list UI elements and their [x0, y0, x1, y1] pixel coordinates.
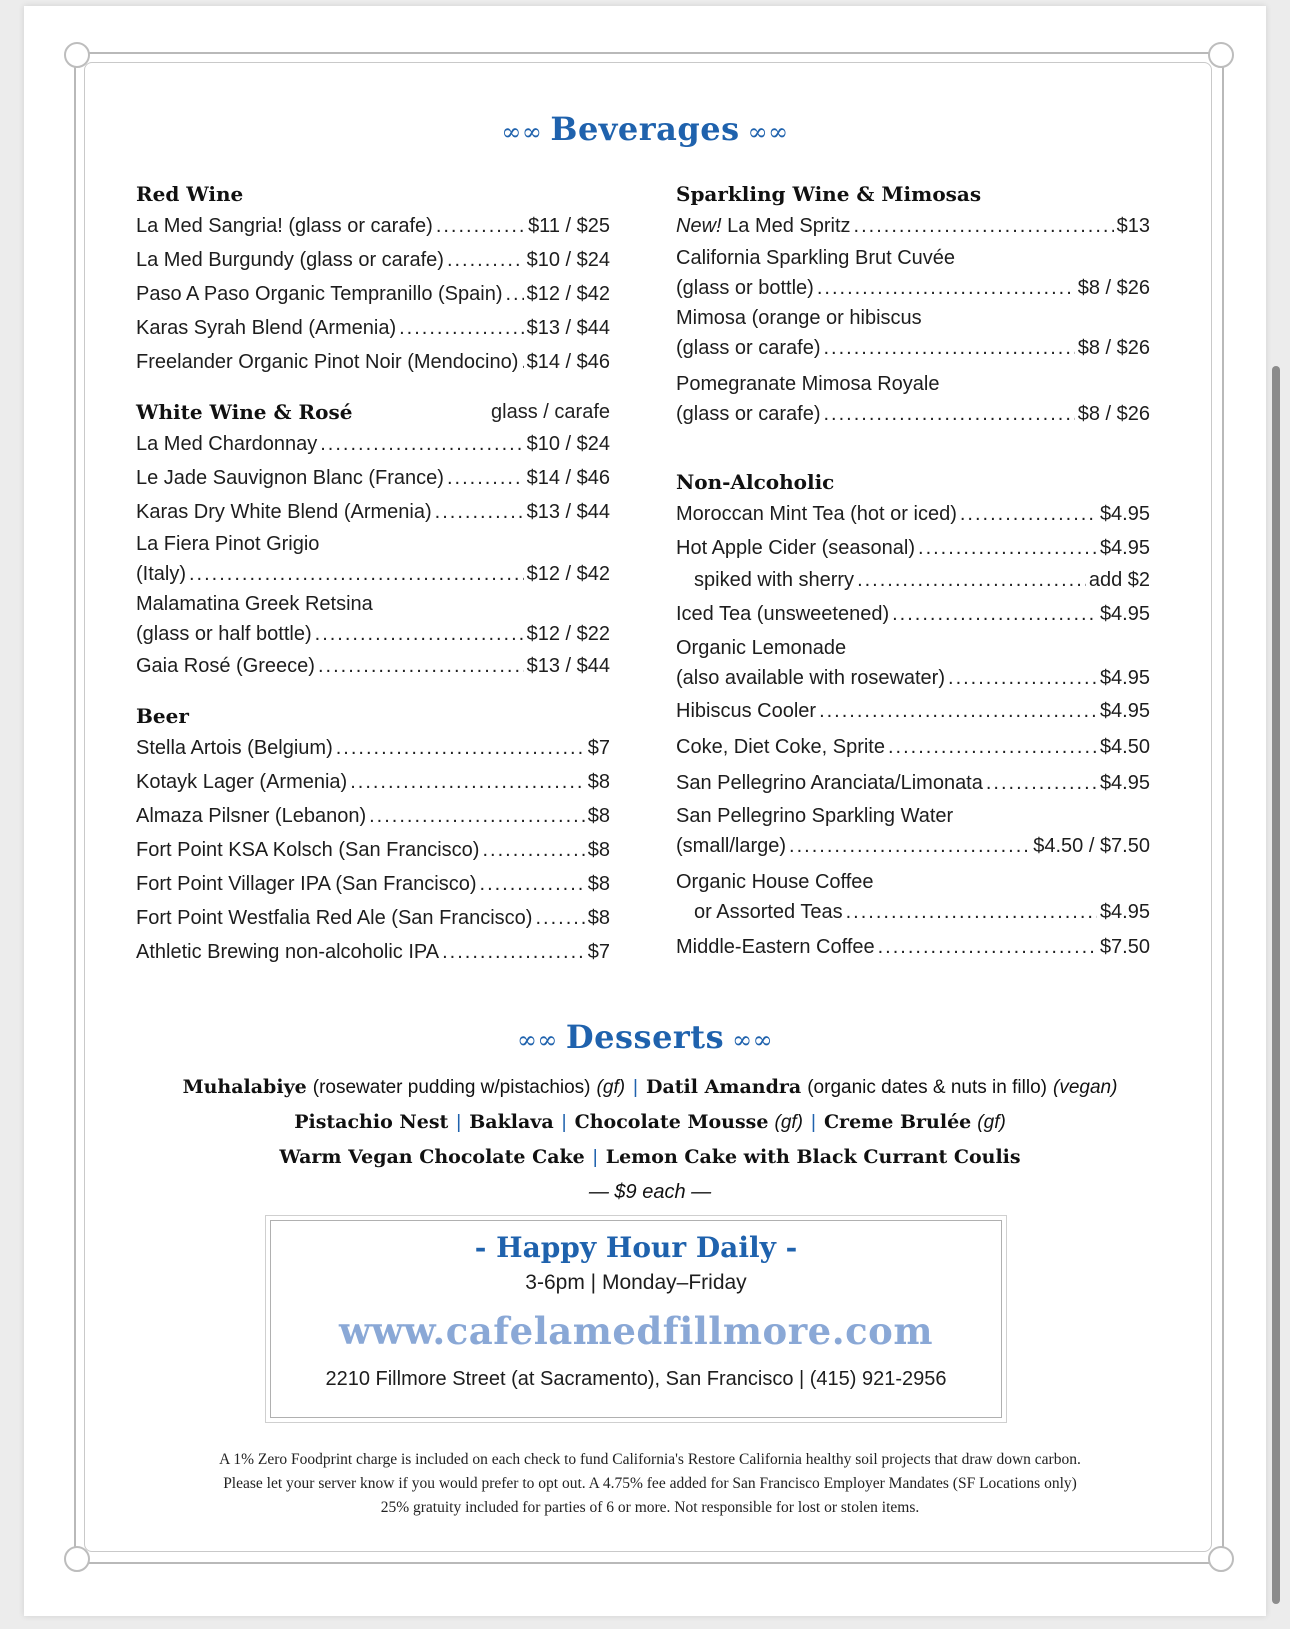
website-link[interactable]: www.cafelamedfillmore.com	[339, 1309, 933, 1353]
list-item: Iced Tea (unsweetened) ..... $4.95	[676, 595, 1150, 633]
address-phone: 2210 Fillmore Street (at Sacramento), San Francisco | (415) 921-2956	[325, 1368, 947, 1390]
list-item: (glass or carafe) ..... $8 / $26	[676, 399, 1150, 429]
desserts-heading	[450, 1018, 840, 1056]
list-item: New! La Med Spritz ..... $13	[676, 209, 1150, 243]
list-item: Organic Lemonade	[676, 637, 847, 659]
dessert-line: Muhalabiye (rosewater pudding w/pistachios) (gf) | Datil Amandra (organic dates & nuts in fillo) (vegan)	[182, 1076, 1118, 1098]
glass-carafe-label: glass / carafe	[491, 401, 610, 423]
list-item: Gaia Rosé (Greece) ..... $13 / $44	[136, 649, 610, 683]
list-item: Freelander Organic Pinot Noir (Mendocino) ..... $14 / $46	[136, 345, 610, 379]
list-item: Fort Point KSA Kolsch (San Francisco) ..... $8	[136, 833, 610, 867]
corner-ornament	[1208, 42, 1234, 68]
desserts-list	[100, 1070, 1200, 1210]
list-item: Stella Artois (Belgium) ..... $7	[136, 731, 610, 765]
happy-hour-box	[270, 1220, 1002, 1418]
list-item: California Sparkling Brut Cuvée	[676, 247, 956, 269]
list-item: (also available with rosewater) ..... $4.95	[676, 663, 1150, 693]
sparkling-heading: Sparkling Wine & Mimosas	[676, 182, 982, 206]
list-item: La Med Sangria! (glass or carafe) ..... $11 / $25	[136, 209, 610, 243]
list-item: (small/large) ..... $4.50 / $7.50	[676, 831, 1150, 861]
list-item: Moroccan Mint Tea (hot or iced) ..... $4.95	[676, 497, 1150, 531]
fine-print-line: Please let your server know if you would prefer to opt out. A 4.75% fee added for San Francisco Employer Mandates (SF Locations only)	[223, 1475, 1077, 1492]
red-wine-heading: Red Wine	[136, 182, 244, 206]
dessert-line: Pistachio Nest | Baklava | Chocolate Mousse (gf) | Creme Brulée (gf)	[294, 1111, 1006, 1133]
list-item: Karas Syrah Blend (Armenia) ..... $13 / $44	[136, 311, 610, 345]
list-item: (glass or half bottle) ..... $12 / $22	[136, 619, 610, 649]
list-item: (glass or carafe) ..... $8 / $26	[676, 333, 1150, 363]
list-item: Paso A Paso Organic Tempranillo (Spain) ..... $12 / $42	[136, 277, 610, 311]
list-item: La Fiera Pinot Grigio	[136, 533, 320, 555]
dessert-price: — $9 each —	[588, 1181, 712, 1203]
list-item: Hot Apple Cider (seasonal) ..... $4.95	[676, 531, 1150, 565]
corner-ornament	[1208, 1546, 1234, 1572]
list-item: Malamatina Greek Retsina	[136, 593, 373, 615]
non-alcoholic-heading: Non-Alcoholic	[676, 470, 835, 494]
list-item: (glass or bottle) ..... $8 / $26	[676, 273, 1150, 303]
list-item: Athletic Brewing non-alcoholic IPA ..... $7	[136, 935, 610, 969]
scrollbar[interactable]	[1272, 366, 1280, 1604]
happy-hour-title: - Happy Hour Daily -	[474, 1231, 798, 1264]
corner-ornament	[64, 1546, 90, 1572]
list-item: La Med Chardonnay ..... $10 / $24	[136, 427, 610, 461]
list-item: Mimosa (orange or hibiscus	[676, 307, 922, 329]
corner-ornament	[64, 42, 90, 68]
flourish-left-icon: ∞∞	[516, 1025, 558, 1054]
white-wine-heading: White Wine & Rosé glass / carafe	[136, 397, 610, 427]
list-item: (Italy) ..... $12 / $42	[136, 559, 610, 589]
list-item: spiked with sherry ..... add $2	[676, 565, 1150, 595]
list-item: San Pellegrino Sparkling Water	[676, 805, 954, 827]
beer-heading: Beer	[136, 704, 189, 728]
right-column	[676, 179, 1150, 967]
flourish-right-icon: ∞∞	[732, 1025, 774, 1054]
desserts-title: Desserts	[565, 1018, 725, 1056]
happy-hour-time: 3-6pm | Monday–Friday	[525, 1271, 747, 1294]
list-item: Karas Dry White Blend (Armenia) ..... $13 / $44	[136, 495, 610, 529]
list-item: Coke, Diet Coke, Sprite ..... $4.50	[676, 729, 1150, 765]
fine-print-line: A 1% Zero Foodprint charge is included on each check to fund California's Restore California healthy soil projects that draw down carbon.	[219, 1451, 1081, 1468]
fine-print	[120, 1448, 1180, 1520]
list-item: Fort Point Westfalia Red Ale (San Francisco) ..... $8	[136, 901, 610, 935]
beverages-heading	[440, 110, 850, 148]
list-item: Le Jade Sauvignon Blanc (France) ..... $14 / $46	[136, 461, 610, 495]
fine-print-line: 25% gratuity included for parties of 6 or more. Not responsible for lost or stolen items.	[380, 1499, 920, 1516]
list-item: Pomegranate Mimosa Royale	[676, 373, 940, 395]
left-column	[136, 179, 610, 969]
list-item: Almaza Pilsner (Lebanon) ..... $8	[136, 799, 610, 833]
list-item: or Assorted Teas ..... $4.95	[676, 897, 1150, 927]
flourish-right-icon: ∞∞	[747, 117, 789, 146]
list-item: Middle-Eastern Coffee ..... $7.50	[676, 927, 1150, 967]
beverages-title: Beverages	[550, 110, 740, 148]
list-item: Organic House Coffee	[676, 871, 874, 893]
list-item: Fort Point Villager IPA (San Francisco) ..... $8	[136, 867, 610, 901]
list-item: Kotayk Lager (Armenia) ..... $8	[136, 765, 610, 799]
list-item: San Pellegrino Aranciata/Limonata ..... $4.95	[676, 765, 1150, 801]
list-item: Hibiscus Cooler ..... $4.95	[676, 693, 1150, 729]
list-item: La Med Burgundy (glass or carafe) ..... $10 / $24	[136, 243, 610, 277]
flourish-left-icon: ∞∞	[501, 117, 543, 146]
new-badge: New!	[676, 215, 722, 237]
dessert-line: Warm Vegan Chocolate Cake | Lemon Cake with Black Currant Coulis	[279, 1146, 1021, 1168]
